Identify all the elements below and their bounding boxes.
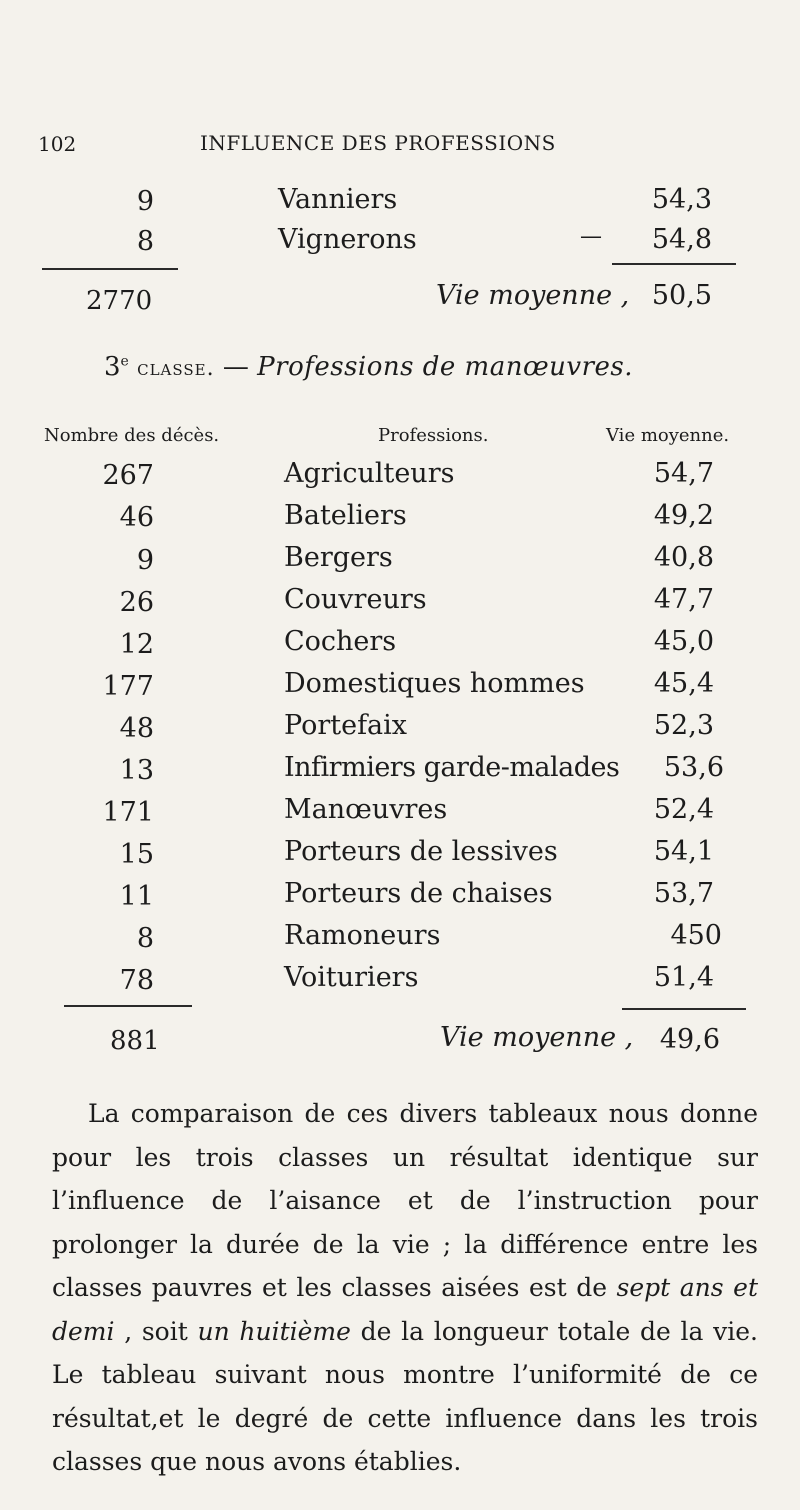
total-deaths: 881 [110, 1026, 160, 1056]
mean-life-cell: 45,0 [653, 626, 714, 657]
profession-cell: Manœuvres [284, 794, 448, 825]
profession-cell: Vanniers [278, 184, 398, 215]
page-number: 102 [38, 132, 77, 156]
mean-life-cell: 47,7 [653, 584, 714, 615]
class-number-suffix: e [120, 353, 129, 370]
profession-cell: Bergers [284, 542, 393, 573]
mean-life-cell: 49,2 [653, 500, 714, 531]
total-deaths: 2770 [86, 286, 153, 316]
heading-dash: — [222, 352, 249, 382]
deaths-cell: 78 [119, 965, 154, 996]
profession-cell: Portefaix [284, 710, 408, 741]
profession-cell: Domestiques hommes [284, 668, 585, 699]
profession-cell: Infirmiers garde-malades [284, 752, 620, 783]
mean-life-cell: 53,6 [663, 752, 724, 783]
paragraph-text: de la longueur totale de la vie. Le tableau suivant nous montre l’uniformité de ce résultat,et le degré de cette influence dans les trois classes que nous avons établies. [52, 1316, 758, 1476]
deaths-cell: 9 [136, 545, 154, 576]
deaths-cell: 15 [119, 839, 154, 870]
mean-life-cell: 450 [670, 920, 722, 951]
class-heading [104, 352, 633, 382]
average-value: 50,5 [651, 280, 712, 311]
dash-mark: — [580, 224, 602, 249]
mean-life-cell: 54,8 [651, 224, 712, 255]
deaths-cell: 26 [119, 587, 154, 618]
deaths-cell: 9 [136, 186, 154, 217]
average-label: Vie moyenne , [436, 280, 630, 311]
deaths-cell: 171 [102, 797, 154, 828]
average-value: 49,6 [659, 1024, 720, 1055]
paragraph-italic: un huitième [197, 1316, 351, 1346]
profession-cell: Vignerons [278, 224, 417, 255]
running-head: INFLUENCE DES PROFESSIONS [200, 131, 556, 155]
column-header-mean-life: Vie moyenne. [606, 425, 730, 446]
deaths-cell: 48 [119, 713, 154, 744]
mean-life-cell: 40,8 [653, 542, 714, 573]
profession-cell: Couvreurs [284, 584, 427, 615]
paragraph-text: La comparaison de ces divers tableaux nous donne pour les trois classes un résultat identique sur l’influence de l’aisance et de l’instruction pour prolonger la durée de la vie ; la différence entre les classes pauvres et les classes aisées est de [52, 1099, 758, 1302]
paragraph-text: , soit [114, 1316, 198, 1346]
column-header-profession: Professions. [378, 425, 489, 446]
class-number: 3 [104, 352, 121, 382]
body-paragraph [52, 1092, 758, 1484]
deaths-cell: 11 [119, 881, 154, 912]
mean-life-cell: 52,4 [653, 794, 714, 825]
profession-cell: Voituriers [284, 962, 419, 993]
mean-life-cell: 52,3 [653, 710, 714, 741]
mean-life-cell: 54,3 [651, 184, 712, 215]
mean-life-cell: 53,7 [653, 878, 714, 909]
mean-life-cell: 51,4 [653, 962, 714, 993]
class-word: classe. [137, 356, 215, 381]
deaths-cell: 13 [119, 755, 154, 786]
total-rule [64, 1005, 192, 1007]
deaths-cell: 12 [119, 629, 154, 660]
deaths-cell: 177 [102, 671, 154, 702]
profession-cell: Porteurs de lessives [284, 836, 558, 867]
profession-cell: Cochers [284, 626, 397, 657]
profession-cell: Ramoneurs [284, 920, 441, 951]
profession-cell: Porteurs de chaises [284, 878, 553, 909]
total-rule [622, 1008, 746, 1010]
total-rule [42, 268, 178, 270]
mean-life-cell: 45,4 [653, 668, 714, 699]
mean-life-cell: 54,7 [653, 458, 714, 489]
deaths-cell: 46 [119, 502, 154, 533]
paragraph-italic: sept ans et demi [52, 1273, 758, 1346]
deaths-cell: 267 [102, 460, 154, 491]
profession-cell: Agriculteurs [284, 458, 455, 489]
average-label: Vie moyenne , [440, 1022, 634, 1053]
class-title: Professions de manœuvres. [257, 352, 634, 382]
total-rule [612, 263, 736, 265]
mean-life-cell: 54,1 [653, 836, 714, 867]
deaths-cell: 8 [136, 923, 154, 954]
deaths-cell: 8 [136, 226, 154, 257]
profession-cell: Bateliers [284, 500, 407, 531]
column-header-deaths: Nombre des décès. [44, 425, 220, 446]
